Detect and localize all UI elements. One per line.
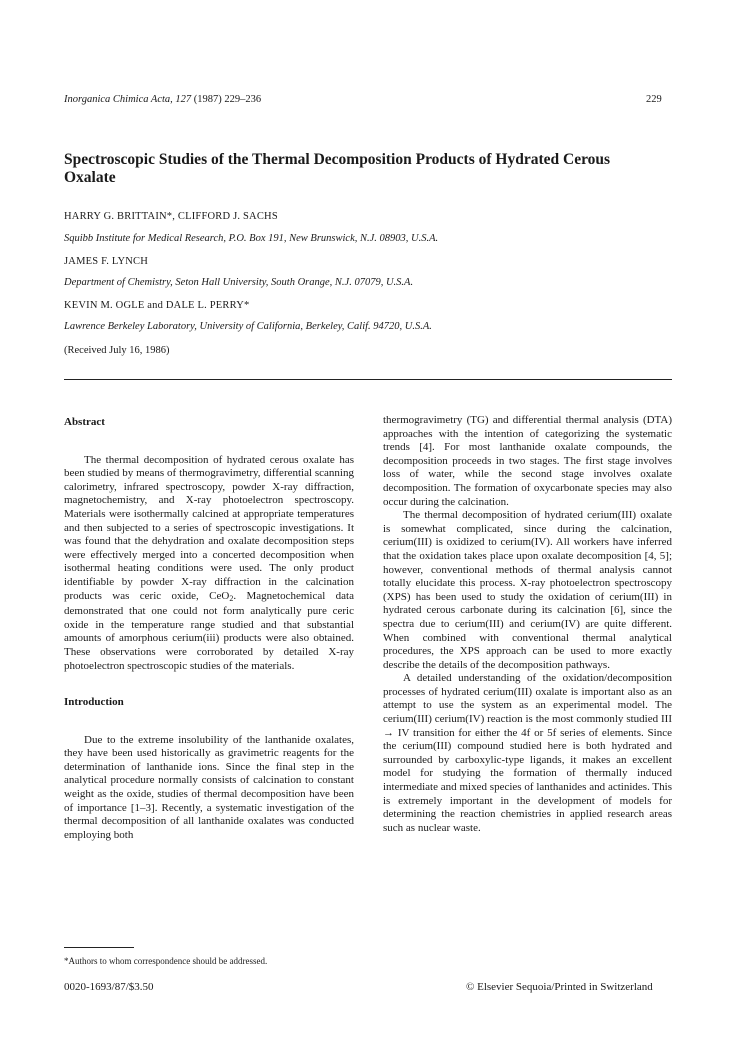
left-column [64,416,354,842]
page-number: 229 [646,94,662,105]
right-column [383,414,672,835]
article-code: 0020-1693/87/$3.50 [64,981,154,993]
correspondence-footnote: *Authors to whom correspondence should be addressed. [64,956,268,966]
author-line-1: HARRY G. BRITTAIN*, CLIFFORD J. SACHS [64,211,278,222]
paper-title: Spectroscopic Studies of the Thermal Decomposition Products of Hydrated Cerous Oxalate [64,151,611,186]
journal-volume: 127 [175,94,192,105]
affiliation-1: Squibb Institute for Medical Research, P.O. Box 191, New Brunswick, N.J. 08903, U.S.A. [64,233,439,244]
received-date: (Received July 16, 1986) [64,345,170,356]
header-divider [64,379,672,380]
journal-name: Inorganica Chimica Acta, [64,94,173,105]
publisher-line: © Elsevier Sequoia/Printed in Switzerland [466,981,653,993]
abstract-text: The thermal decomposition of hydrated cerous oxalate has been studied by means of thermogravimetry, differential scanning calorimetry, infrared spectroscopy, powder X-ray diffraction, magnetochemistry, and X-ray photoelectron spectroscopy. Materials were isothermally calcined at appropriate temperatures and then subjected to a series of spectroscopic investigations. It was found that the dehydration and oxalate decomposition steps were effectively merged into a concerted decomposition when isothermal heating conditions were used. The only product identifiable by powder X-ray diffraction in the calcination products was ceric oxide, CeO$_2$. Magnetochemical data demonstrated that one could not form analytically pure ceric oxide in the temperature range studied and that substantial amounts of amorphous cerium(iii) products were also obtained. These observations were corroborated by detailed X-ray photoelectron spectroscopic studies of the materials. [64,453,354,672]
abstract-heading: Abstract [64,416,105,428]
introduction-paragraph-1: thermogravimetry (TG) and differential thermal analysis (DTA) approaches with the intention of categorizing the systematic trends [4]. For most lanthanide oxalate compounds, the decomposition proceeds in two stages. The first stage involves loss of water, while the second stage involves oxalate decomposition. The formation of oxycarbonate species may also occur during the calcination. [383,414,672,508]
affiliation-3: Lawrence Berkeley Laboratory, University of California, Berkeley, Calif. 94720, U.S.A. [64,321,432,332]
introduction-heading: Introduction [64,696,124,709]
introduction-paragraph-2: The thermal decomposition of hydrated cerium(III) oxalate is somewhat complicated, since during the calcination, cerium(III) is oxidized to cerium(IV). All workers have inferred that the oxidation takes place upon oxalate decomposition [4, 5]; however, conventional methods of thermal analysis cannot totally elucidate this process. X-ray photoelectron spectroscopy (XPS) has been used to study the oxidation of cerium(III) in hydrated cerous carbonate during its calcination [6], since the spectra due to cerium(III) and cerium(IV) are quite different. When combined with conventional thermal analytical procedures, the XPS approach can be used to more exactly describe the details of the decomposition pathways. [383,509,672,671]
affiliation-2: Department of Chemistry, Seton Hall University, South Orange, N.J. 07079, U.S.A. [64,277,414,288]
introduction-paragraph-3: A detailed understanding of the oxidation/decomposition processes of hydrated cerium(III) oxalate is important also as an attempt to use the system as an experimental model. The cerium(III) cerium(IV) reaction is the most commonly studied III → IV transition for either the 4f or 5f series of elements. Since the cerium(III) compound studied here is both hydrated and surrounded by carboxylic-type ligands, it makes an excellent model for studying the formation of thermally induced intermediate and mixed species of lanthanides and actinides. This is extremely important in the development of models for determining the reaction chemistries in applied research areas such as nuclear waste. [383,672,672,834]
running-header [64,94,261,105]
author-line-2: JAMES F. LYNCH [64,256,149,267]
journal-year-pages: (1987) 229–236 [193,94,262,105]
footnote-divider [64,947,134,948]
introduction-left-paragraph: Due to the extreme insolubility of the lanthanide oxalates, they have been used historically as gravimetric reagents for the determination of lanthanide ions. Since the final step in the analytical procedure normally consists of calcination to constant weight as the oxide, studies of thermal decomposition have been of importance [1–3]. Recently, a systematic investigation of the thermal decomposition of all lanthanide oxalates was conducted employing both [64,733,354,841]
author-line-3: KEVIN M. OGLE and DALE L. PERRY* [64,300,250,311]
